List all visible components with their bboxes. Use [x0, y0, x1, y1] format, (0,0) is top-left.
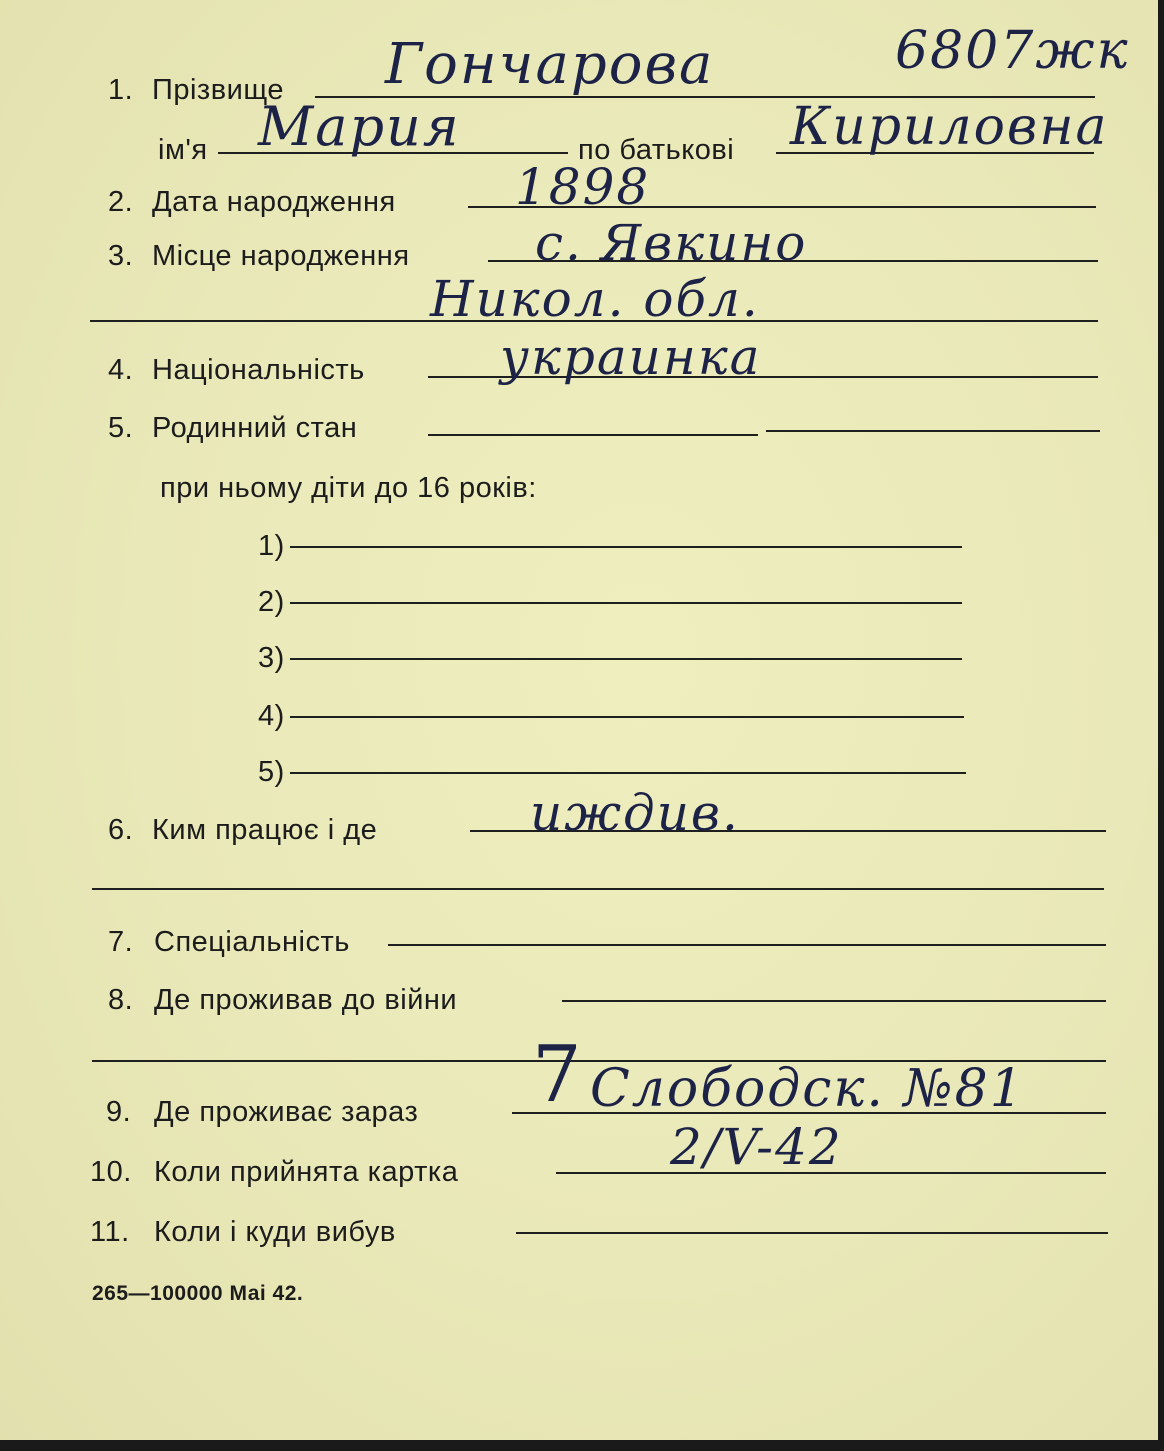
child-2-line — [290, 602, 962, 604]
field-6-label: Ким працює і де — [152, 814, 378, 846]
field-4-number: 4. — [108, 354, 134, 386]
name-label: ім'я — [158, 134, 208, 166]
field-3-number: 3. — [108, 240, 134, 272]
patronymic-value: Кириловна — [790, 97, 1109, 157]
field-5-line-b — [766, 430, 1100, 432]
field-7-number: 7. — [108, 926, 134, 958]
child-3-line — [290, 658, 962, 660]
nationality-value: украинка — [500, 328, 762, 386]
surname-value: Гончарова — [385, 32, 715, 97]
field-6-line-2 — [92, 888, 1104, 890]
field-6-number: 6. — [108, 814, 134, 846]
card-accepted-value: 2/V-42 — [670, 1118, 843, 1176]
field-9-label: Де проживає зараз — [154, 1096, 419, 1128]
occupation-value: иждив. — [530, 784, 740, 842]
field-5-number: 5. — [108, 412, 134, 444]
field-9-number: 9. — [106, 1096, 132, 1128]
children-label: при ньому діти до 16 років: — [160, 472, 537, 504]
card-edge-bottom — [0, 1440, 1164, 1451]
name-value: Мария — [258, 95, 461, 158]
child-1-number: 1) — [258, 530, 285, 562]
field-10-number: 10. — [90, 1156, 132, 1188]
birthplace-value: с. Явкино — [535, 214, 808, 272]
child-4-number: 4) — [258, 700, 285, 732]
field-8-line — [562, 1000, 1106, 1002]
field-5-line-a — [428, 434, 758, 436]
field-11-label: Коли і куди вибув — [154, 1216, 396, 1248]
field-1-number: 1. — [108, 74, 134, 106]
field-7-line — [388, 944, 1106, 946]
field-8-number: 8. — [108, 984, 134, 1016]
current-residence-mark: 7 — [532, 1030, 584, 1120]
child-4-line — [290, 716, 964, 718]
field-7-label: Спеціальність — [154, 926, 350, 958]
field-2-label: Дата народження — [152, 186, 396, 218]
card-number: 6807жк — [895, 21, 1130, 81]
field-3-label: Місце народження — [152, 240, 410, 272]
field-4-label: Національність — [152, 354, 365, 386]
field-11-line — [516, 1232, 1108, 1234]
field-2-number: 2. — [108, 186, 134, 218]
field-1-label: Прізвище — [152, 74, 284, 106]
child-5-line — [290, 772, 966, 774]
field-11-number: 11. — [90, 1216, 130, 1248]
child-1-line — [290, 546, 962, 548]
field-5-label: Родинний стан — [152, 412, 358, 444]
birthplace-value-2: Никол. обл. — [430, 270, 760, 328]
birth-date-value: 1898 — [515, 158, 651, 216]
print-mark: 265—100000 Маі 42. — [92, 1282, 304, 1305]
patronymic-label: по батькові — [578, 134, 735, 166]
current-residence-value: Слободск. №81 — [590, 1059, 1025, 1119]
field-10-label: Коли прийнята картка — [154, 1156, 459, 1188]
child-5-number: 5) — [258, 756, 285, 788]
card-edge-right — [1158, 0, 1164, 1451]
child-3-number: 3) — [258, 642, 285, 674]
field-8-label: Де проживав до війни — [154, 984, 458, 1016]
child-2-number: 2) — [258, 586, 285, 618]
